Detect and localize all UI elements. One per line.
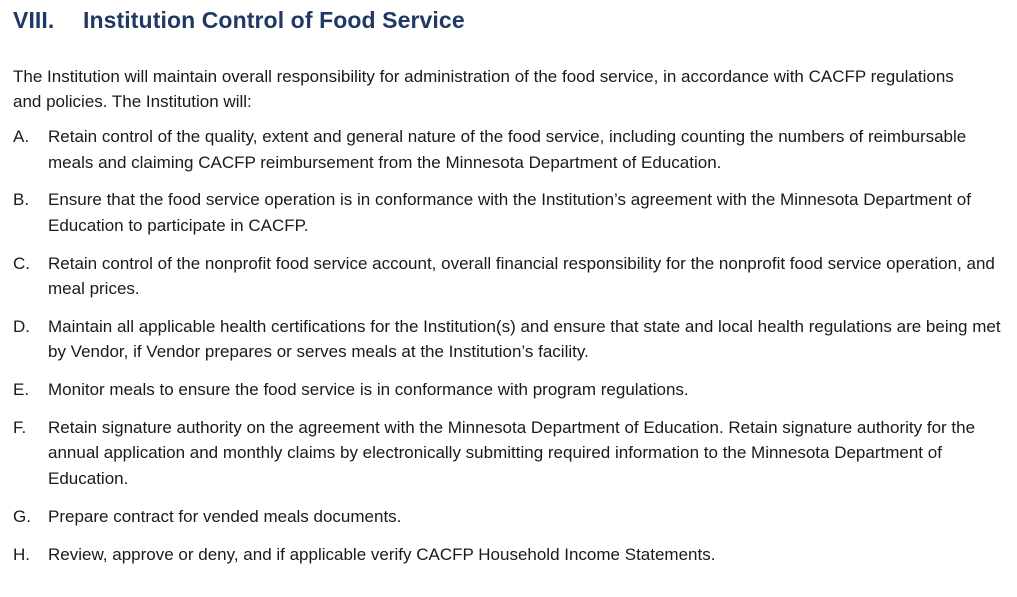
- list-item: [13, 124, 1003, 175]
- section-number: VIII.: [13, 7, 55, 33]
- list-item-text: Ensure that the food service operation is in conformance with the Institution’s agreement with the Minnesota Department of Education to participate in CACFP.: [48, 190, 971, 235]
- list-item-text: Retain control of the nonprofit food service account, overall financial responsibility for the nonprofit food service operation, and meal prices.: [48, 253, 995, 299]
- list-item-letter: G.: [13, 506, 31, 526]
- list-item-letter: C.: [13, 253, 30, 273]
- list-item-text: Retain control of the quality, extent and general nature of the food service, including counting the numbers of reimbursable meals and claiming CACFP reimbursement from the Minnesota Department of Education.: [48, 127, 967, 172]
- list-item-text: Maintain all applicable health certifications for the Institution(s) and ensure that state and local health regulations are being met by Vendor, if Vendor prepares or serves meals at the Institution’s facility.: [48, 316, 1001, 362]
- list-item-letter: D.: [13, 316, 30, 336]
- list-item-letter: E.: [13, 380, 30, 400]
- intro-paragraph: The Institution will maintain overall responsibility for administration of the food service, in accordance with CACFP regulations and policies. The Institution will:: [13, 67, 954, 111]
- list-item-text: Prepare contract for vended meals documents.: [48, 506, 402, 526]
- list-item: [13, 504, 1003, 530]
- list-item-text: Review, approve or deny, and if applicable verify CACFP Household Income Statements.: [48, 544, 716, 564]
- list-item: [13, 377, 1003, 403]
- list-item-letter: F.: [13, 417, 27, 437]
- list-item-letter: H.: [13, 544, 30, 564]
- list-item: [13, 542, 1003, 568]
- list-item-letter: A.: [13, 127, 30, 146]
- list-item-text: Retain signature authority on the agreement with the Minnesota Department of Education. Retain signature authority for the annual application and monthly claims by electronically submitting required information to the Minnesota Department of Education.: [48, 417, 976, 488]
- list-item: [13, 415, 1003, 492]
- responsibility-list: [13, 124, 1003, 567]
- document-section: [13, 0, 1003, 579]
- list-item-letter: B.: [13, 190, 30, 210]
- section-heading: [13, 3, 1003, 37]
- list-item: [13, 314, 1003, 365]
- list-item: [13, 251, 1003, 302]
- list-item-text: Monitor meals to ensure the food service is in conformance with program regulations.: [48, 380, 689, 400]
- list-item: [13, 187, 1003, 238]
- section-title: Institution Control of Food Service: [83, 7, 465, 33]
